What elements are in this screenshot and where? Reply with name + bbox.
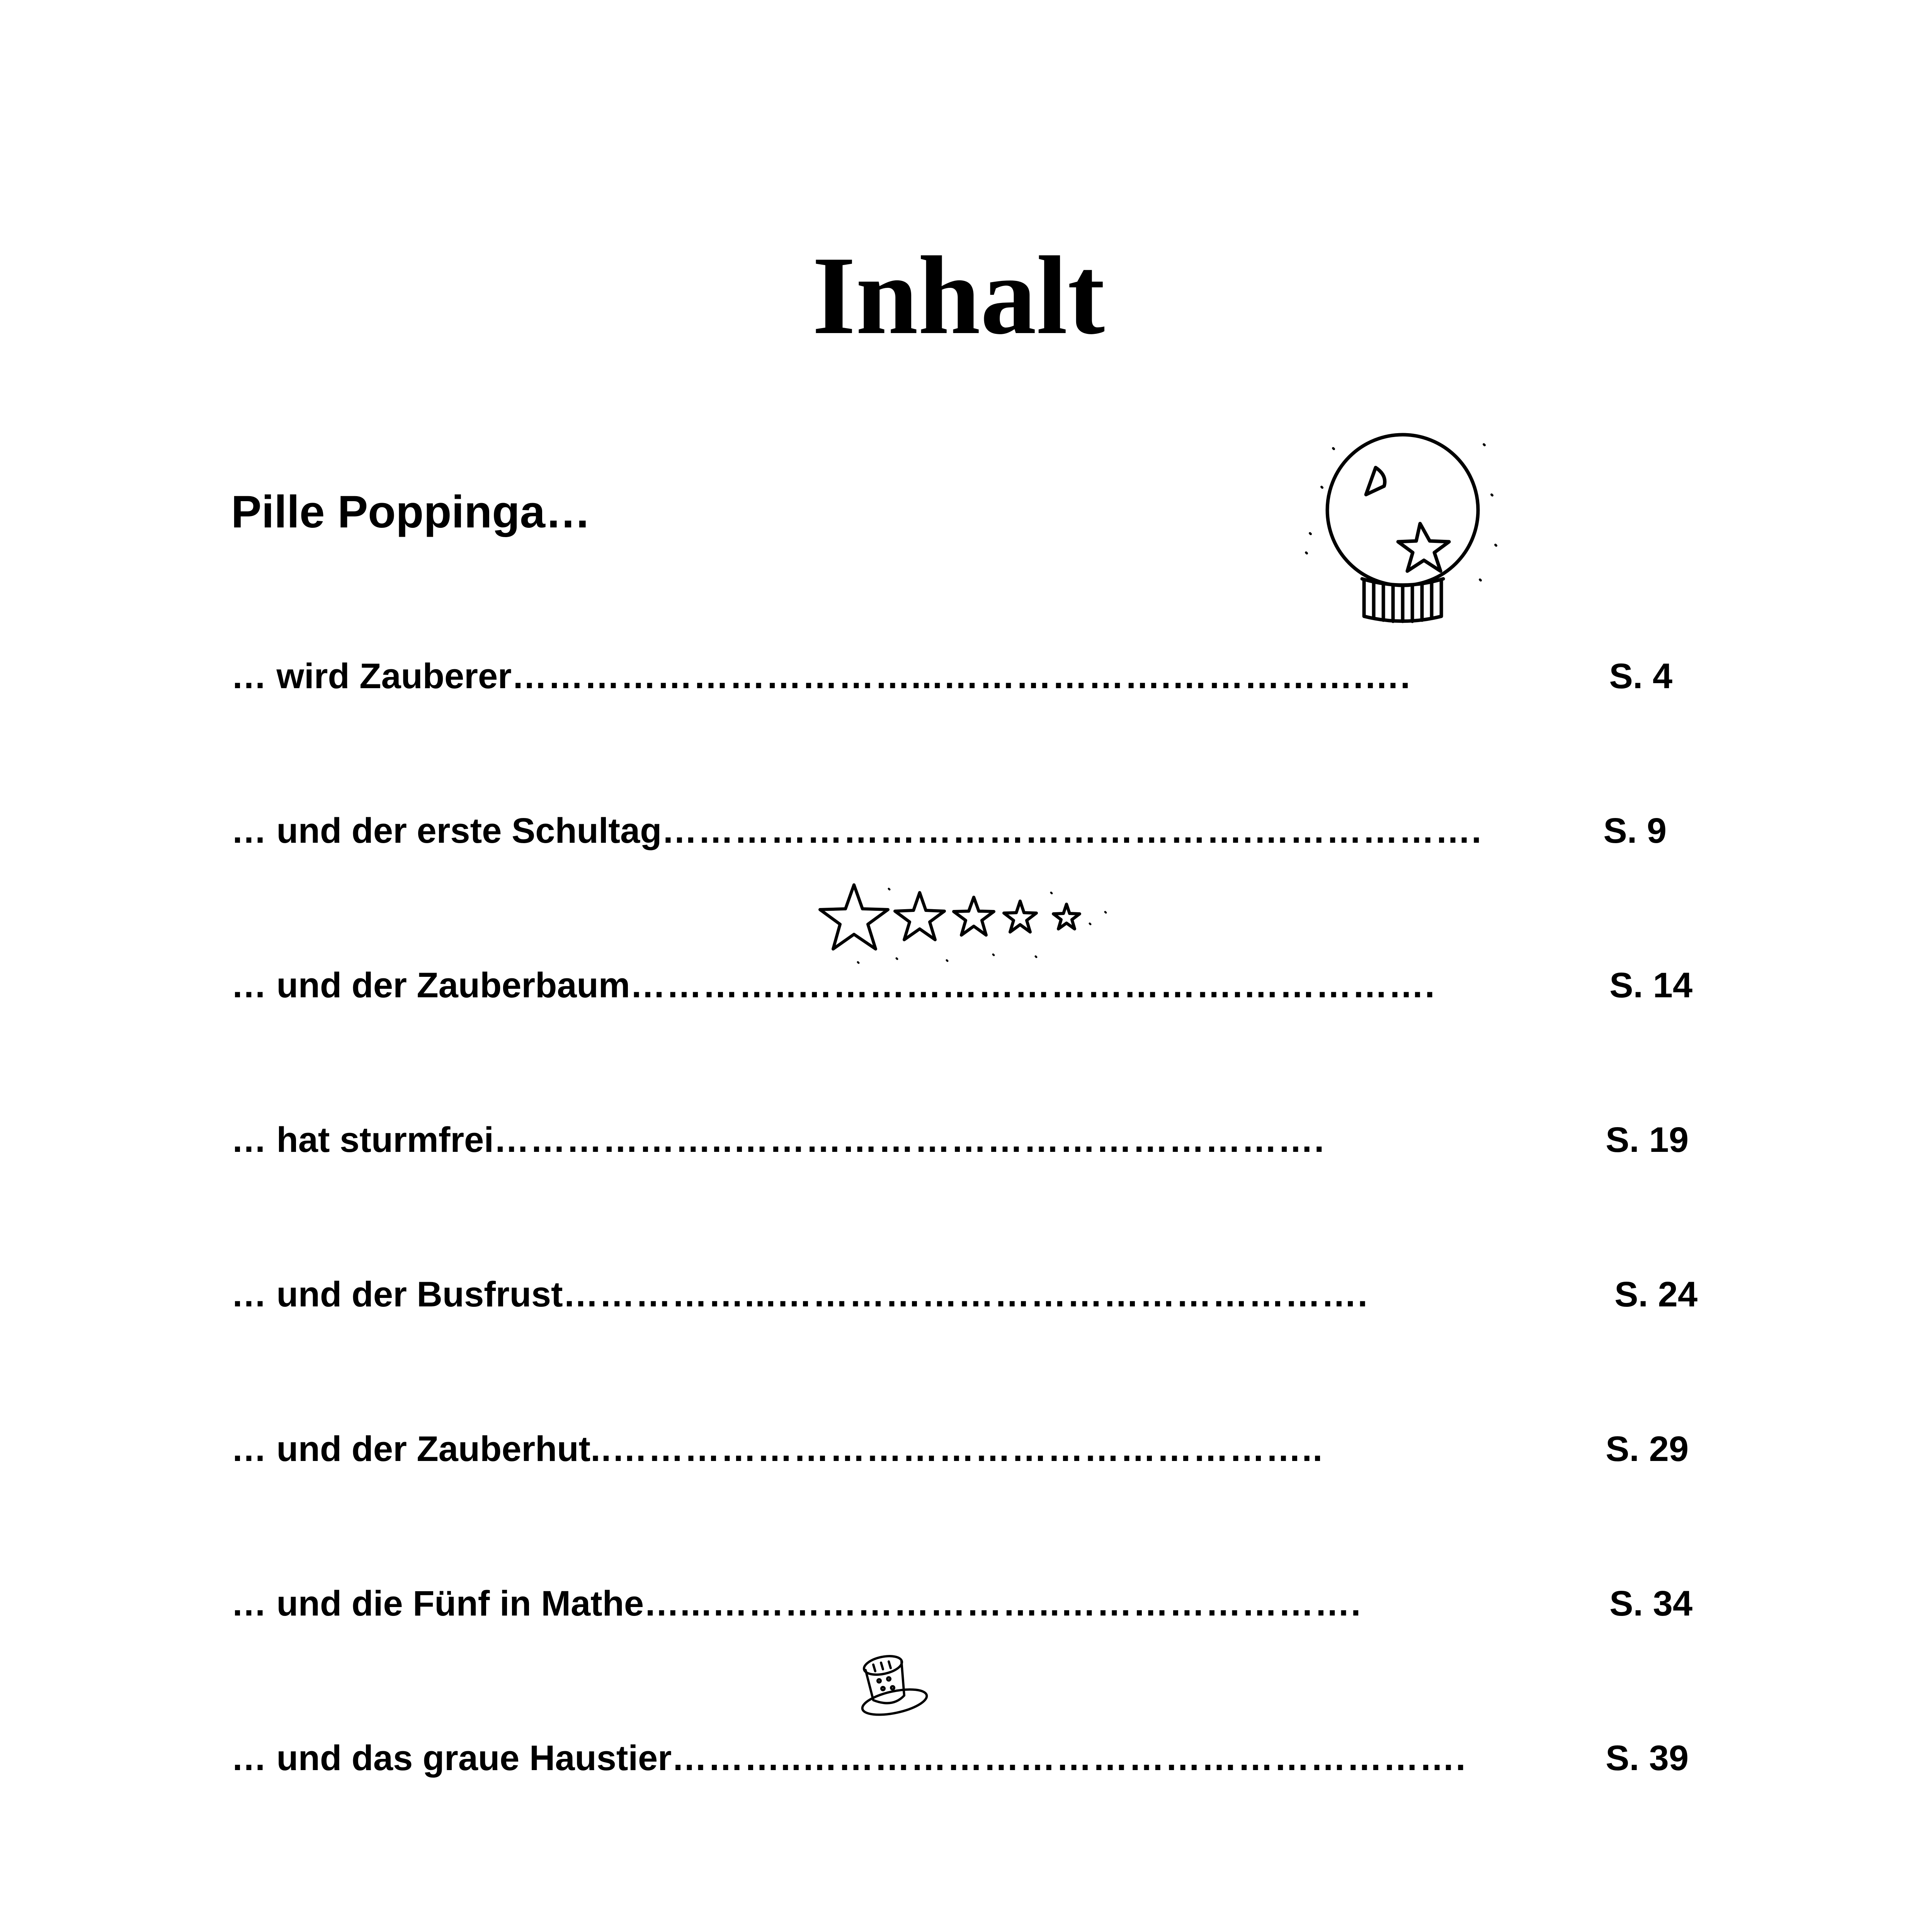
toc-entry-page: S. 19 bbox=[1606, 1120, 1689, 1160]
page-title: Inhalt bbox=[812, 233, 1105, 357]
toc-entry-page: S. 9 bbox=[1603, 811, 1667, 850]
book-subtitle: Pille Poppinga… bbox=[231, 486, 591, 537]
toc-entry-page: S. 29 bbox=[1606, 1429, 1689, 1469]
toc-entry bbox=[231, 1580, 1692, 1627]
toc-entry-page: S. 4 bbox=[1609, 656, 1672, 696]
toc-entry-leader: ………………..…………………………………………. bbox=[493, 1120, 1325, 1160]
toc-entry-page: S. 24 bbox=[1614, 1275, 1698, 1314]
toc-entry-label: … und das graue Haustier bbox=[231, 1738, 672, 1778]
toc-entry-label: … und der Zauberhut bbox=[231, 1429, 591, 1469]
toc-entry-leader: ……………………………...……………….…………….…. bbox=[511, 656, 1411, 696]
toc-entry-leader: …………..……………………………….……………. bbox=[630, 966, 1436, 1005]
toc-entry-leader: ………………………………………….………………. bbox=[662, 811, 1482, 850]
toc-entry bbox=[231, 653, 1672, 699]
toc-entry-page: S. 34 bbox=[1609, 1584, 1692, 1623]
toc-entry-leader: ……………...…………………………………………. bbox=[563, 1275, 1368, 1314]
small-magic-hat-icon bbox=[856, 1650, 933, 1719]
crystal-ball-icon bbox=[1298, 417, 1507, 634]
toc-entry-page: S. 14 bbox=[1609, 966, 1692, 1005]
toc-entry bbox=[231, 1117, 1689, 1163]
toc-entry-label: … wird Zauberer bbox=[231, 656, 512, 696]
toc-entry-label: … hat sturmfrei bbox=[231, 1120, 494, 1160]
toc-entry-leader: …...………………………..……………………. bbox=[644, 1584, 1362, 1623]
toc-entry-page: S. 39 bbox=[1606, 1738, 1689, 1778]
toc-entry-leader: ..………………………………………………….. bbox=[590, 1429, 1323, 1469]
toc-entry-label: … und der erste Schultag bbox=[231, 811, 662, 850]
toc-entry bbox=[231, 808, 1667, 854]
toc-entry bbox=[231, 1271, 1698, 1318]
toc-entry-label: … und der Busfrust bbox=[231, 1275, 563, 1314]
toc-entry bbox=[231, 1426, 1689, 1472]
toc-entry-label: … und der Zauberbaum bbox=[231, 966, 630, 1005]
toc-entry-label: … und die Fünf in Mathe bbox=[231, 1584, 644, 1623]
stars-row-icon bbox=[819, 877, 1113, 970]
toc-entry-leader: ………..………………………………………………. bbox=[672, 1738, 1466, 1778]
toc-entry bbox=[231, 1735, 1689, 1781]
